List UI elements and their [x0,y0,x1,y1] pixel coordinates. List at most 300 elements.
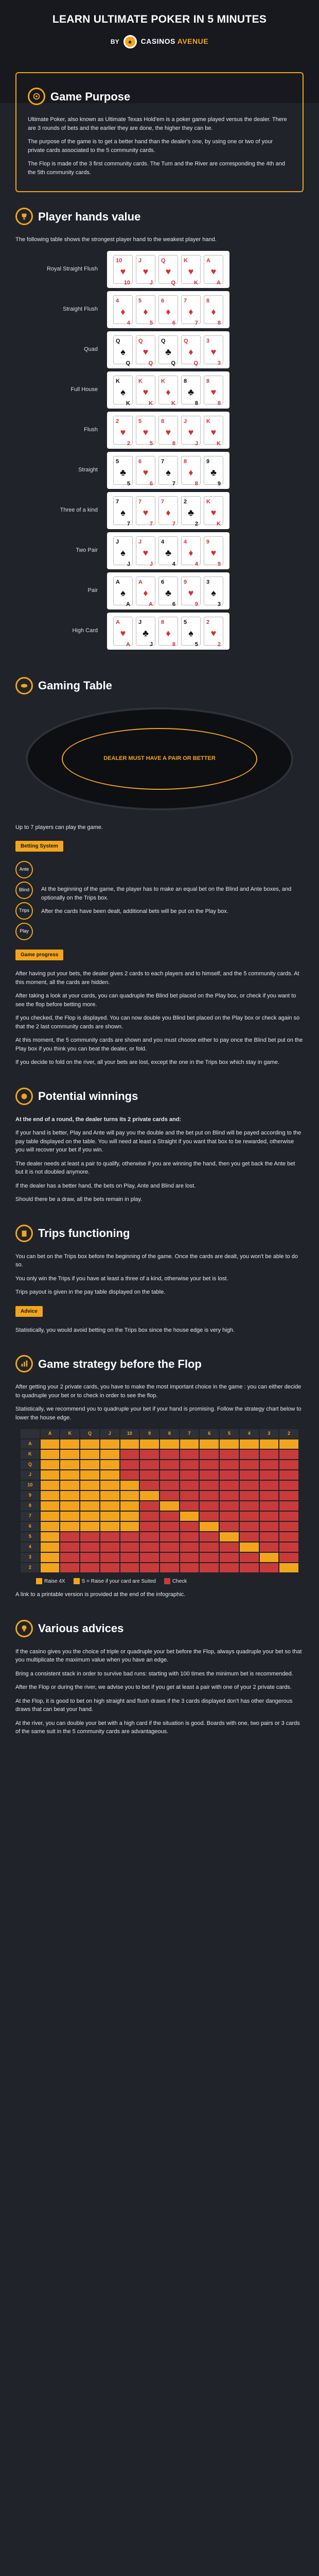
strategy-cell [200,1501,219,1511]
section-gaming-table [0,672,319,1067]
strategy-cell [80,1512,99,1521]
playing-card [158,617,178,646]
paragraph: After the Flop or during the river, we advise you to bet if you get at least a pair with one of your 2 private cards. [15,1684,292,1690]
hand-cards [107,291,229,328]
strategy-cell [41,1460,60,1469]
strategy-cell [60,1491,79,1500]
card-rank: 8 [206,378,210,384]
card-rank: A [116,579,120,585]
card-rank: 7 [116,498,119,505]
paragraph: If you checked, the Flop is displayed. You can now double you Blind bet placed on the Play box or check again so that the 2 last community cards are shown. [15,1015,300,1030]
strategy-cell [200,1450,219,1459]
card-suit: ♥ [143,507,149,518]
card-rank: 10 [116,257,122,264]
grid-col-header: A [41,1429,60,1438]
strategy-cell [60,1450,79,1459]
strategy-cell [180,1470,199,1480]
playing-card [136,577,155,605]
strategy-cell [180,1439,199,1449]
card-rank: Q [116,337,120,344]
strategy-cell [220,1522,239,1531]
card-suit: ♣ [188,507,194,518]
hand-cards [107,492,229,529]
playing-card [204,295,223,324]
card-suit: ♦ [166,307,171,317]
strategy-cell [260,1512,279,1521]
card-rank: 3 [217,360,221,366]
hand-row [15,571,304,611]
strategy-cell [80,1522,99,1531]
playing-card [158,496,178,525]
strategy-cell [260,1563,279,1572]
playing-card [181,577,201,605]
card-rank: 7 [161,458,165,465]
hand-name: Royal Straight Flush [46,266,98,273]
card-rank: 8 [184,458,187,465]
strategy-cell [60,1543,79,1552]
strategy-cell [240,1460,259,1469]
card-suit: ♣ [120,467,126,478]
paragraph: Bring a consistent stack in order to survive bad runs: starting with 100 times the minimum bet is recommended. [15,1670,293,1677]
paragraph: You only win the Trips if you have at least a three of a kind, otherwise your bet is lost. [15,1275,228,1282]
strategy-cell [200,1553,219,1562]
strategy-cell [260,1460,279,1469]
card-rank: 5 [138,418,142,425]
card-rank: J [138,257,142,264]
page-title: LEARN ULTIMATE POKER IN 5 MINUTES [52,13,267,25]
strategy-cell [60,1563,79,1572]
card-suit: ♥ [188,427,194,437]
strategy-cell [200,1543,219,1552]
strategy-cell [41,1439,60,1449]
playing-card [158,376,178,404]
strategy-cell [140,1543,159,1552]
card-rank: 8 [206,297,210,304]
card-suit: ♥ [165,427,171,437]
bet-circle: Ante [15,861,33,878]
trophy-icon [15,208,33,225]
playing-card [204,255,223,284]
advice-tag: Advice [15,1306,43,1317]
paragraph: Ultimate Poker, also known as Ultimate Texas Hold'em is a poker game played versus the dealer. There are 3 rounds of bets and the earlier they are done, the higher they can be. [28,116,287,131]
playing-card [204,536,223,565]
paragraph: Statistically, you would avoid betting on the Trips box since the house edge is very high. [15,1327,235,1333]
strategy-cell [160,1460,179,1469]
grid-col-header: 10 [120,1429,139,1438]
playing-card [158,536,178,565]
card-suit: ♥ [143,347,149,357]
playing-card [136,376,155,404]
paragraph: At the end of a round, the dealer turns its 2 private cards and: [15,1116,182,1123]
strategy-cell [220,1450,239,1459]
card-rank: Q [138,337,143,344]
playing-card [204,617,223,646]
strategy-cell [279,1532,298,1541]
strategy-cell [80,1470,99,1480]
bet-circle-list [15,861,33,940]
card-suit: ♥ [165,266,171,277]
hand-cards [107,251,229,288]
grid-row-header: Q [21,1460,40,1469]
playing-card [158,577,178,605]
card-suit: ♥ [188,266,194,277]
bet-boxes [15,861,304,940]
card-rank: J [184,418,187,425]
card-suit: ♠ [211,588,216,598]
card-suit: ♥ [143,266,149,277]
strategy-cell [60,1522,79,1531]
card-rank: 2 [194,521,198,527]
card-rank: 4 [184,538,187,545]
playing-card [204,496,223,525]
card-suit: ♥ [210,507,217,518]
hand-name: Straight Flush [63,306,98,313]
card-rank: Q [171,280,175,286]
hand-name: Full House [70,386,98,393]
strategy-cell [140,1563,159,1572]
strategy-cell [140,1501,159,1511]
card-rank: 9 [194,601,198,607]
paragraph: After getting your 2 private cards, you have to make the most important choice in the game : you can either decide to quadruple your bet or to check in order to see the flop. [15,1384,302,1399]
card-rank: J [149,641,153,648]
chart-icon [15,1355,33,1372]
strategy-cell [120,1491,139,1500]
strategy-cell [41,1512,60,1521]
card-suit: ♣ [188,387,194,397]
hand-cards [107,331,229,368]
strategy-cell [80,1563,99,1572]
hand-list [15,249,304,651]
playing-card [113,335,133,364]
strategy-cell [60,1501,79,1511]
card-suit: ♦ [188,347,193,357]
card-rank: 7 [184,297,187,304]
strategy-cell [180,1460,199,1469]
card-rank: A [138,579,143,585]
grid-row-header: 3 [21,1553,40,1562]
playing-card [204,456,223,485]
card-rank: 5 [194,641,198,648]
card-rank: K [217,440,221,447]
strategy-cell [160,1532,179,1541]
strategy-cell [240,1563,259,1572]
strategy-cell [120,1543,139,1552]
strategy-cell [60,1460,79,1469]
bet-circle: Play [15,923,33,940]
section-title-row [15,1615,304,1642]
card-suit: ♣ [143,628,149,638]
strategy-cell [260,1481,279,1490]
hand-row [15,531,304,571]
strategy-cell [60,1439,79,1449]
playing-card [113,617,133,646]
paragraph: Statistically, we recommend you to quadruple your bet if your hand is promising. Follow the strategy chart below to lower the house edge. [15,1406,302,1421]
card-rank: 5 [184,619,187,625]
strategy-cell [279,1450,298,1459]
playing-card [204,577,223,605]
card-rank: A [126,641,130,648]
playing-card [113,536,133,565]
strategy-cell [140,1470,159,1480]
section-title: Various advices [38,1622,124,1635]
card-rank: 3 [206,579,210,585]
paragraph: You can bet on the Trips box before the beginning of the game. Once the cards are dealt, you won't be able to do so. [15,1253,298,1268]
strategy-cell [60,1553,79,1562]
strategy-cell [279,1501,298,1511]
strategy-cell [200,1522,219,1531]
hand-name: Quad [84,346,98,353]
strategy-cell [260,1553,279,1562]
section-hands [0,202,319,651]
playing-card [136,335,155,364]
card-suit: ♠ [120,548,126,558]
playing-card [181,255,201,284]
strategy-cell [200,1481,219,1490]
strategy-cell [260,1491,279,1500]
strategy-cell [240,1553,259,1562]
card-rank: 6 [172,601,175,607]
card-rank: J [149,561,153,567]
paragraph: At the river, you can double your bet with a high card if the situation is good. Boards with one, two pairs or 3 cards of the same suit in the 5 community cards are advantageous. [15,1720,300,1735]
by-label: BY [110,38,119,45]
card-rank: 7 [161,498,165,505]
grid-col-header: J [100,1429,119,1438]
grid-row-header: J [21,1470,40,1480]
strategy-cell [220,1553,239,1562]
strategy-cell [120,1501,139,1511]
strategy-cell [279,1512,298,1521]
card-rank: 10 [123,280,130,286]
grid-col-header: 7 [180,1429,199,1438]
hand-row [15,290,304,330]
card-rank: 2 [217,641,221,648]
card-rank: 3 [206,337,210,344]
playing-card [181,456,201,485]
strategy-cell [279,1491,298,1500]
card-suit: ♠ [120,387,126,397]
playing-card [136,456,155,485]
strategy-cell [200,1439,219,1449]
section-title: Game Purpose [50,90,131,103]
strategy-cell [160,1543,179,1552]
hand-name: High Card [72,628,98,634]
strategy-cell [60,1470,79,1480]
playing-card [113,376,133,404]
section-strategy [0,1350,319,1599]
card-rank: K [194,280,198,286]
strategy-cell [80,1532,99,1541]
strategy-cell [279,1563,298,1572]
strategy-cell [100,1481,119,1490]
coins-icon [15,1088,33,1105]
card-suit: ♦ [188,307,193,317]
hand-row [15,490,304,531]
strategy-cell [279,1543,298,1552]
card-rank: 5 [149,440,153,447]
hand-cards [107,532,229,569]
strategy-cell [260,1450,279,1459]
strategy-cell [220,1460,239,1469]
card-rank: 7 [127,521,130,527]
strategy-cell [160,1491,179,1500]
paragraph: The purpose of the game is to get a better hand than the dealer's one, by using one or two of your private cards associated to the 5 community cards. [28,139,273,154]
brand-main: CASINOS [140,37,175,45]
card-rank: A [116,619,120,625]
card-rank: 5 [127,481,130,487]
strategy-cell [100,1532,119,1541]
strategy-cell [160,1439,179,1449]
card-rank: 6 [138,458,142,465]
strategy-cell [60,1481,79,1490]
card-rank: 2 [127,440,130,447]
playing-card [113,416,133,445]
playing-card [113,295,133,324]
card-rank: 4 [127,320,130,326]
bet-circle: Trips [15,902,33,920]
strategy-cell [120,1563,139,1572]
card-suit: ♠ [120,347,126,357]
strategy-cell [240,1543,259,1552]
playing-card [136,536,155,565]
grid-row-header: 2 [21,1563,40,1572]
strategy-cell [279,1481,298,1490]
section-title: Trips functioning [38,1227,130,1240]
strategy-cell [160,1450,179,1459]
section-advices [0,1615,319,1736]
card-suit: ♦ [188,548,193,558]
card-suit: ♥ [143,427,149,437]
card-rank: J [149,280,153,286]
strategy-cell [220,1532,239,1541]
card-suit: ♥ [120,628,126,638]
strategy-cell [180,1450,199,1459]
strategy-cell [140,1553,159,1562]
card-suit: ♣ [210,467,217,478]
strategy-cell [120,1512,139,1521]
strategy-cell [260,1501,279,1511]
card-rank: 2 [206,619,210,625]
strategy-cell [180,1522,199,1531]
strategy-cell [260,1470,279,1480]
hand-cards [107,572,229,609]
strategy-chart [21,1429,298,1572]
strategy-cell [200,1470,219,1480]
strategy-cell [41,1450,60,1459]
grid-row-header: A [21,1439,40,1449]
strategy-cell [160,1501,179,1511]
section-title: Game strategy before the Flop [38,1357,202,1370]
strategy-cell [41,1522,60,1531]
strategy-cell [200,1563,219,1572]
card-rank: J [138,619,142,625]
strategy-cell [120,1481,139,1490]
strategy-cell [160,1481,179,1490]
strategy-cell [160,1470,179,1480]
strategy-cell [80,1491,99,1500]
playing-card [158,416,178,445]
section-title-row [28,82,291,110]
legend-suited: S = Raise if your card are Suited [74,1578,156,1585]
paragraph: If the dealer has a better hand, the bets on Play, Ante and Blind are lost. [15,1182,196,1189]
strategy-cell [100,1512,119,1521]
strategy-cell [220,1491,239,1500]
paragraph: If you decide to fold on the river, all your bets are lost, except the one in the Trips box which stay in game. [15,1059,280,1065]
card-rank: 5 [138,297,142,304]
bet-circle: Blind [15,882,33,899]
playing-card [136,416,155,445]
cards-icon [15,1225,33,1242]
card-rank: K [206,418,210,425]
strategy-cell [120,1460,139,1469]
brand-accent: AVENUE [177,37,209,45]
card-suit: ♦ [211,307,216,317]
paragraph: After the cards have been dealt, additional bets will be put on the Play box. [41,908,228,915]
section-title: Potential winnings [38,1090,138,1103]
section-title-row [15,202,304,230]
strategy-cell [100,1543,119,1552]
playing-card [181,617,201,646]
playing-card [204,416,223,445]
grid-row-header: 4 [21,1543,40,1552]
strategy-cell [240,1450,259,1459]
card-rank: 6 [149,481,153,487]
grid-row-header: 6 [21,1522,40,1531]
playing-card [158,456,178,485]
strategy-cell [100,1501,119,1511]
card-rank: 6 [172,320,175,326]
section-winnings [0,1082,319,1204]
byline [0,35,319,48]
strategy-cell [200,1532,219,1541]
strategy-cell [41,1553,60,1562]
hand-row [15,450,304,490]
strategy-cell [120,1532,139,1541]
hand-cards [107,412,229,449]
section-title-row [15,1082,304,1110]
card-rank: 6 [161,297,165,304]
playing-card [158,295,178,324]
card-suit: ♦ [188,467,193,478]
card-rank: A [217,280,221,286]
playing-card [113,496,133,525]
strategy-cell [220,1470,239,1480]
strategy-cell [100,1470,119,1480]
card-rank: K [184,257,188,264]
playing-card [136,617,155,646]
strategy-cell [260,1522,279,1531]
card-rank: 5 [116,458,119,465]
strategy-cell [100,1460,119,1469]
card-rank: 8 [161,418,165,425]
grid-col-header: Q [80,1429,99,1438]
grid-row-header: K [21,1450,40,1459]
brand-logo [141,36,208,47]
card-suit: ♥ [210,266,217,277]
strategy-cell [240,1481,259,1490]
strategy-cell [41,1543,60,1552]
strategy-cell [100,1522,119,1531]
hand-row [15,611,304,651]
strategy-cell [41,1532,60,1541]
strategy-cell [240,1491,259,1500]
playing-card [181,416,201,445]
card-rank: 7 [149,521,153,527]
strategy-cell [260,1439,279,1449]
strategy-cell [220,1501,239,1511]
strategy-cell [279,1522,298,1531]
playing-card [113,577,133,605]
card-rank: Q [126,360,130,366]
